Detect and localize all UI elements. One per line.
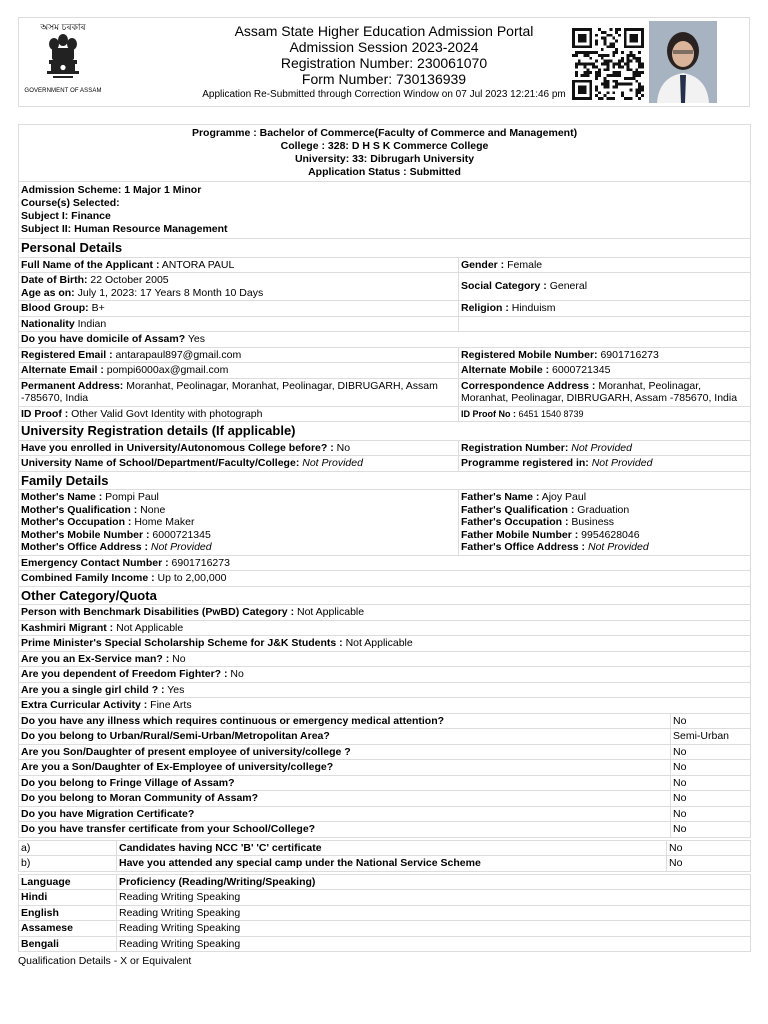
field-value: Yes [164, 683, 185, 696]
field-value: antarapaul897@gmail.com [112, 348, 242, 361]
id-proof-cell [19, 406, 459, 422]
quota-row [19, 620, 751, 636]
field-label: Religion : [461, 302, 509, 314]
registered-mobile-cell [459, 347, 751, 363]
language-label: English [21, 906, 59, 919]
ncc-nss-table [18, 840, 751, 872]
religion-cell [459, 301, 751, 317]
question-cell [19, 806, 671, 822]
field-value: Not Provided [588, 457, 653, 469]
admission-scheme: Admission Scheme: 1 Major 1 Minor [21, 184, 202, 196]
qr-code-icon [570, 28, 646, 100]
field-value: Not Applicable [294, 606, 365, 618]
answer-cell: No [671, 775, 751, 791]
ashoka-emblem-icon [43, 32, 83, 84]
govt-emblem [23, 22, 103, 94]
question-cell [19, 791, 671, 807]
field-value: Not Provided [568, 441, 632, 454]
field-label: Programme registered in: [461, 457, 589, 469]
father-details-cell [459, 490, 751, 556]
field-value: Not Provided [299, 457, 363, 469]
field-label: Social Category : [461, 280, 547, 293]
field-label: Permanent Address: [21, 379, 124, 392]
field-label: Have you enrolled in University/Autonomous College before? : [21, 441, 334, 454]
field-label: Full Name of the Applicant : [21, 258, 160, 271]
answer-cell: Semi-Urban [671, 729, 751, 745]
question-cell [19, 729, 671, 745]
alternate-mobile-cell [459, 363, 751, 379]
id-proof-number-cell [459, 406, 751, 422]
field-label: Father Mobile Number : [461, 528, 579, 541]
correspondence-address-cell [459, 378, 751, 406]
resubmission-note: Application Re-Submitted through Correction Window on 07 Jul 2023 12:21:46 pm [202, 89, 566, 100]
question-text: Do you have transfer certificate from your School/College? [21, 823, 316, 835]
field-value: No [227, 668, 244, 680]
field-label: Prime Minister's Special Scholarship Scheme for J&K Students : [21, 637, 343, 649]
field-value: Hinduism [508, 302, 556, 314]
field-value: July 1, 2023: 17 Years 8 Month 10 Days [74, 286, 264, 299]
applicant-name-cell [19, 257, 459, 273]
language-header [19, 874, 117, 890]
subject-one: Subject I: Finance [21, 210, 111, 222]
header [18, 17, 750, 107]
answer-cell: No [671, 760, 751, 776]
language-label: Assamese [21, 922, 73, 934]
emergency-contact-cell [19, 555, 751, 571]
field-label: Date of Birth: [21, 274, 88, 286]
language-name [19, 936, 117, 952]
school-department-cell [19, 456, 459, 472]
application-status-line: Application Status : Submitted [308, 166, 461, 178]
field-value: Not Applicable [113, 621, 184, 634]
field-value: General [546, 280, 588, 293]
language-table [18, 874, 751, 953]
question-text: Do you belong to Moran Community of Assam? [21, 792, 259, 804]
field-value: Up to 2,00,000 [154, 572, 227, 584]
field-label: Mother's Office Address : [21, 541, 148, 553]
language-proficiency: Reading Writing Speaking [117, 905, 751, 921]
family-income-cell [19, 571, 751, 587]
field-label: Mother's Qualification : [21, 503, 138, 516]
programme-line: Programme : Bachelor of Commerce(Faculty of Commerce and Management) [191, 127, 578, 139]
field-value: Moranhat, Peolinagar, Moranhat, Peolinagar, DIBRUGARH, Assam -785670, India [21, 379, 438, 404]
field-label: Registration Number: [461, 441, 569, 454]
column-header: Language [21, 875, 71, 888]
field-label: Emergency Contact Number : [21, 556, 169, 569]
field-label: Are you dependent of Freedom Fighter? : [21, 668, 228, 680]
subject-two: Subject II: Human Resource Management [21, 223, 228, 235]
answer-cell: No [671, 713, 751, 729]
question-text: Candidates having NCC 'B' 'C' certificate [119, 841, 322, 854]
language-name [19, 890, 117, 906]
field-label: ID Proof : [21, 407, 69, 420]
quota-row [19, 667, 751, 683]
field-value: Business [568, 516, 615, 528]
ncc-answer: No [667, 840, 751, 856]
language-proficiency: Reading Writing Speaking [117, 921, 751, 937]
applicant-photo [649, 21, 717, 103]
registration-number: Registration Number: 230061070 [280, 55, 488, 71]
field-label: ID Proof No : [461, 408, 516, 419]
field-value: Fine Arts [147, 699, 192, 711]
field-label: Extra Curricular Activity : [21, 699, 148, 711]
field-label: Father's Qualification : [461, 503, 575, 516]
field-value: 6901716273 [597, 348, 659, 361]
permanent-address-cell [19, 378, 459, 406]
field-value: Not Provided [147, 541, 212, 553]
field-value: pompi6000ax@gmail.com [103, 364, 229, 376]
field-label: Are you a single girl child ? : [21, 683, 165, 696]
field-label: Mother's Occupation : [21, 516, 132, 528]
field-label: Mother's Name : [21, 491, 103, 503]
field-label: Blood Group: [21, 302, 89, 314]
language-label: Bengali [21, 937, 59, 950]
field-value: Yes [185, 333, 206, 345]
field-value: No [169, 652, 186, 665]
field-value: 6000721345 [549, 364, 611, 376]
answer-cell: No [671, 744, 751, 760]
field-value: 22 October 2005 [87, 274, 169, 286]
field-value: 6451 1540 8739 [516, 408, 584, 419]
language-name [19, 905, 117, 921]
quota-row [19, 682, 751, 698]
field-value: Graduation [574, 503, 630, 516]
scheme-block [19, 182, 751, 239]
field-value: 9954628046 [578, 528, 640, 541]
field-label: Father's Occupation : [461, 516, 569, 528]
field-label: Gender : [461, 258, 505, 271]
field-label: University Name of School/Department/Faculty/College: [21, 457, 300, 469]
ncc-question [117, 840, 667, 856]
field-value: B+ [88, 302, 105, 314]
language-proficiency: Reading Writing Speaking [117, 936, 751, 952]
field-value: Home Maker [131, 516, 195, 528]
language-name [19, 921, 117, 937]
field-label: Father's Name : [461, 491, 540, 503]
alternate-email-cell [19, 363, 459, 379]
answer-cell: No [671, 791, 751, 807]
nss-answer: No [667, 856, 751, 872]
field-label: Registered Email : [21, 348, 113, 361]
social-category-cell [459, 273, 751, 301]
field-value: Not Applicable [342, 637, 413, 649]
university-registration-heading: University Registration details (If applicable) [19, 422, 751, 441]
admission-session: Admission Session 2023-2024 [289, 39, 479, 55]
government-of-assam-label: GOVERNMENT OF ASSAM [24, 88, 102, 94]
field-label: Mother's Mobile Number : [21, 528, 150, 541]
application-sheet [18, 17, 750, 967]
question-text: Are you a Son/Daughter of Ex-Employee of university/college? [21, 761, 334, 773]
enrolled-before-cell [19, 440, 459, 456]
field-label: Person with Benchmark Disabilities (PwBD) Category : [21, 606, 295, 618]
quota-row [19, 651, 751, 667]
registered-email-cell [19, 347, 459, 363]
quota-row [19, 698, 751, 714]
nss-question [117, 856, 667, 872]
question-cell [19, 775, 671, 791]
field-value: Ajoy Paul [539, 491, 587, 503]
nss-key: b) [19, 856, 117, 872]
ncc-key: a) [19, 840, 117, 856]
question-text: Do you have any illness which requires continuous or emergency medical attention? [21, 714, 445, 727]
field-label: Kashmiri Migrant : [21, 621, 114, 634]
field-label: Do you have domicile of Assam? [21, 333, 186, 345]
domicile-cell [19, 332, 751, 348]
university-registration-number-cell [459, 440, 751, 456]
mother-details-cell [19, 490, 459, 556]
field-label: Age as on: [21, 286, 75, 299]
programme-registered-cell [459, 456, 751, 472]
language-label: Hindi [21, 891, 48, 903]
gender-cell [459, 257, 751, 273]
field-label: Registered Mobile Number: [461, 348, 598, 361]
field-label: Are you an Ex-Service man? : [21, 652, 170, 665]
field-label: Alternate Email : [21, 364, 104, 376]
field-value: Indian [74, 317, 107, 330]
field-value: Other Valid Govt Identity with photograph [68, 407, 263, 420]
programme-block [19, 125, 751, 182]
field-value: Pompi Paul [102, 491, 159, 503]
column-header: Proficiency (Reading/Writing/Speaking) [119, 875, 316, 888]
field-label: Alternate Mobile : [461, 364, 550, 376]
question-cell [19, 822, 671, 838]
dob-age-cell [19, 273, 459, 301]
university-line: University: 33: Dibrugarh University [294, 153, 475, 165]
question-text: Do you belong to Fringe Village of Assam? [21, 776, 235, 789]
college-line: College : 328: D H S K Commerce College [280, 140, 489, 152]
question-text: Have you attended any special camp under the National Service Scheme [119, 857, 481, 869]
question-cell [19, 744, 671, 760]
form-number: Form Number: 730136939 [301, 71, 467, 87]
nationality-cell [19, 316, 459, 332]
field-value: None [137, 503, 166, 516]
question-cell [19, 713, 671, 729]
field-value: No [333, 441, 351, 454]
question-text: Do you have Migration Certificate? [21, 807, 195, 820]
courses-selected: Course(s) Selected: [21, 197, 120, 209]
question-text: Are you Son/Daughter of present employee of university/college ? [21, 745, 351, 758]
qualification-details-caption: Qualification Details - X or Equivalent [18, 955, 192, 967]
question-text: Do you belong to Urban/Rural/Semi-Urban/Metropolitan Area? [21, 730, 330, 742]
portal-title: Assam State Higher Education Admission Portal [234, 23, 534, 39]
question-cell [19, 760, 671, 776]
other-category-heading: Other Category/Quota [19, 586, 751, 605]
quota-row [19, 636, 751, 652]
quota-row [19, 605, 751, 621]
application-details-table [18, 124, 751, 838]
answer-cell: No [671, 806, 751, 822]
personal-details-heading: Personal Details [19, 239, 751, 258]
answer-cell: No [671, 822, 751, 838]
field-value: Female [504, 258, 543, 271]
field-label: Correspondence Address : [461, 379, 596, 392]
applicant-photo-icon [649, 21, 717, 103]
field-value: Not Provided [585, 541, 649, 553]
assam-script-label: অসম চৰকাৰ [40, 22, 86, 32]
field-value: 6901716273 [168, 556, 230, 569]
field-value: ANTORA PAUL [159, 258, 235, 271]
empty-cell [459, 316, 751, 332]
field-value: 6000721345 [149, 528, 211, 541]
proficiency-header [117, 874, 751, 890]
language-proficiency: Reading Writing Speaking [117, 890, 751, 906]
field-value: Moranhat, Peolinagar, Moranhat, Peolinagar, DIBRUGARH, Assam -785670, India [461, 379, 738, 404]
family-details-heading: Family Details [19, 471, 751, 490]
blood-group-cell [19, 301, 459, 317]
field-label: Father's Office Address : [461, 541, 586, 553]
field-label: Nationality [21, 317, 75, 330]
field-label: Combined Family Income : [21, 572, 155, 584]
